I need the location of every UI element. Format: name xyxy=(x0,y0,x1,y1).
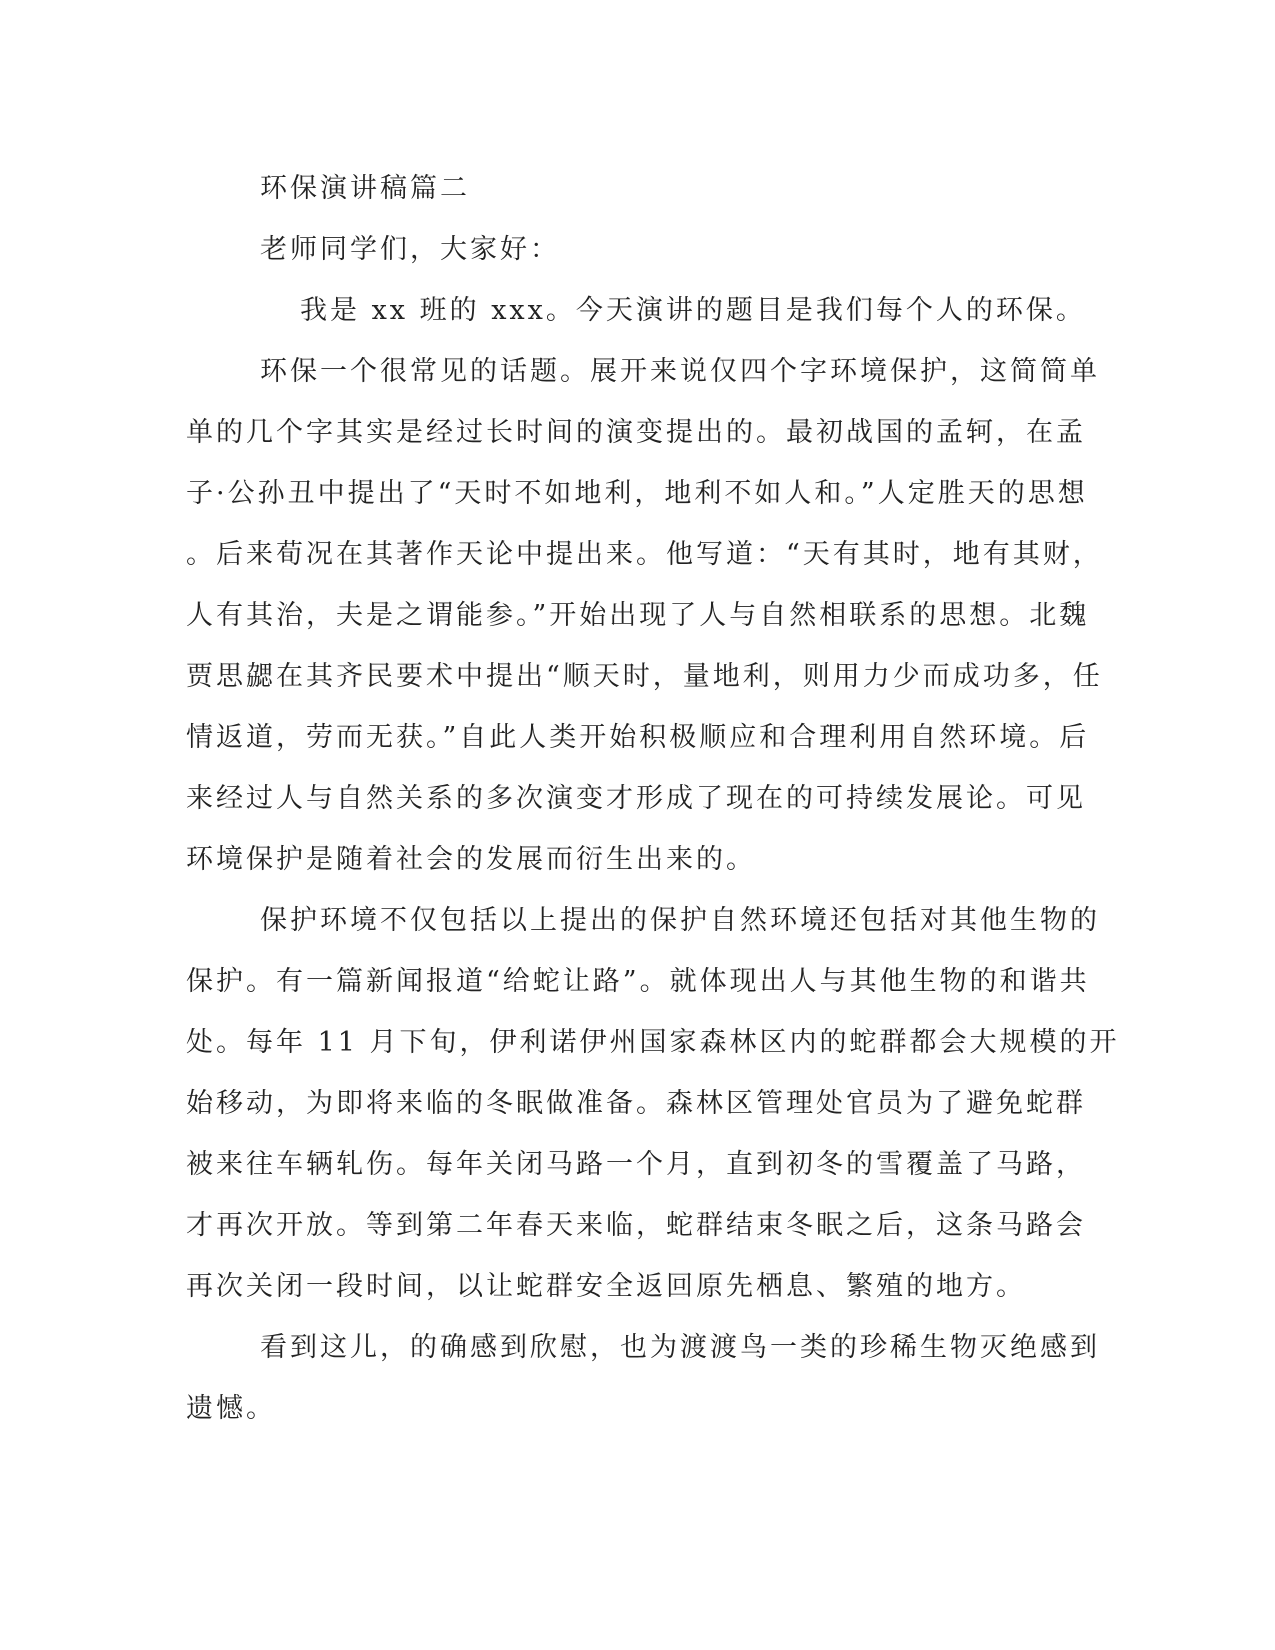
header-block xyxy=(186,158,1086,341)
paragraph-2-line: 再次关闭一段时间，以让蛇群安全返回原先栖息、繁殖的地方。 xyxy=(186,1271,1026,1302)
paragraph-2-line: 始移动，为即将来临的冬眠做准备。森林区管理处官员为了避免蛇群 xyxy=(186,1088,1086,1119)
paragraph-1-line: 情返道，劳而无获。”自此人类开始积极顺应和合理利用自然环境。后 xyxy=(186,722,1090,753)
paragraph-1 xyxy=(186,341,1103,890)
paragraph-3-line: 看到这儿，的确感到欣慰，也为渡渡鸟一类的珍稀生物灭绝感到 xyxy=(260,1332,1100,1363)
paragraph-1-line: 环保一个很常见的话题。展开来说仅四个字环境保护，这简简单 xyxy=(260,356,1100,387)
paragraph-1-line: 人有其治，夫是之谓能参。”开始出现了人与自然相联系的思想。北魏 xyxy=(186,600,1090,631)
paragraph-2-line: 处。每年 11 月下旬，伊利诺伊州国家森林区内的蛇群都会大规模的开 xyxy=(186,1027,1120,1058)
intro-line: 我是 xx 班的 xxx。今天演讲的题目是我们每个人的环保。 xyxy=(300,295,1086,326)
paragraph-1-line: 单的几个字其实是经过长时间的演变提出的。最初战国的孟轲，在孟 xyxy=(186,417,1086,448)
paragraph-2-line: 保护环境不仅包括以上提出的保护自然环境还包括对其他生物的 xyxy=(260,905,1100,936)
document-body xyxy=(186,158,1120,1439)
paragraph-2-line: 保护。有一篇新闻报道“给蛇让路”。就体现出人与其他生物的和谐共 xyxy=(186,966,1090,997)
paragraph-2 xyxy=(186,890,1120,1317)
paragraph-1-line: 。后来荀况在其著作天论中提出来。他写道：“天有其时，地有其财， xyxy=(186,539,1103,570)
paragraph-1-line: 贾思勰在其齐民要术中提出“顺天时，量地利，则用力少而成功多，任 xyxy=(186,661,1103,692)
paragraph-1-line: 环境保护是随着社会的发展而衍生出来的。 xyxy=(186,844,756,875)
paragraph-3-line: 遗憾。 xyxy=(186,1393,276,1424)
paragraph-3 xyxy=(186,1317,1100,1439)
paragraph-2-line: 被来往车辆轧伤。每年关闭马路一个月，直到初冬的雪覆盖了马路， xyxy=(186,1149,1086,1180)
paragraph-1-line: 子·公孙丑中提出了“天时不如地利，地利不如人和。”人定胜天的思想 xyxy=(186,478,1088,509)
document-title: 环保演讲稿篇二 xyxy=(260,173,470,204)
greeting: 老师同学们，大家好： xyxy=(260,234,560,265)
paragraph-2-line: 才再次开放。等到第二年春天来临，蛇群结束冬眠之后，这条马路会 xyxy=(186,1210,1086,1241)
paragraph-1-line: 来经过人与自然关系的多次演变才形成了现在的可持续发展论。可见 xyxy=(186,783,1086,814)
